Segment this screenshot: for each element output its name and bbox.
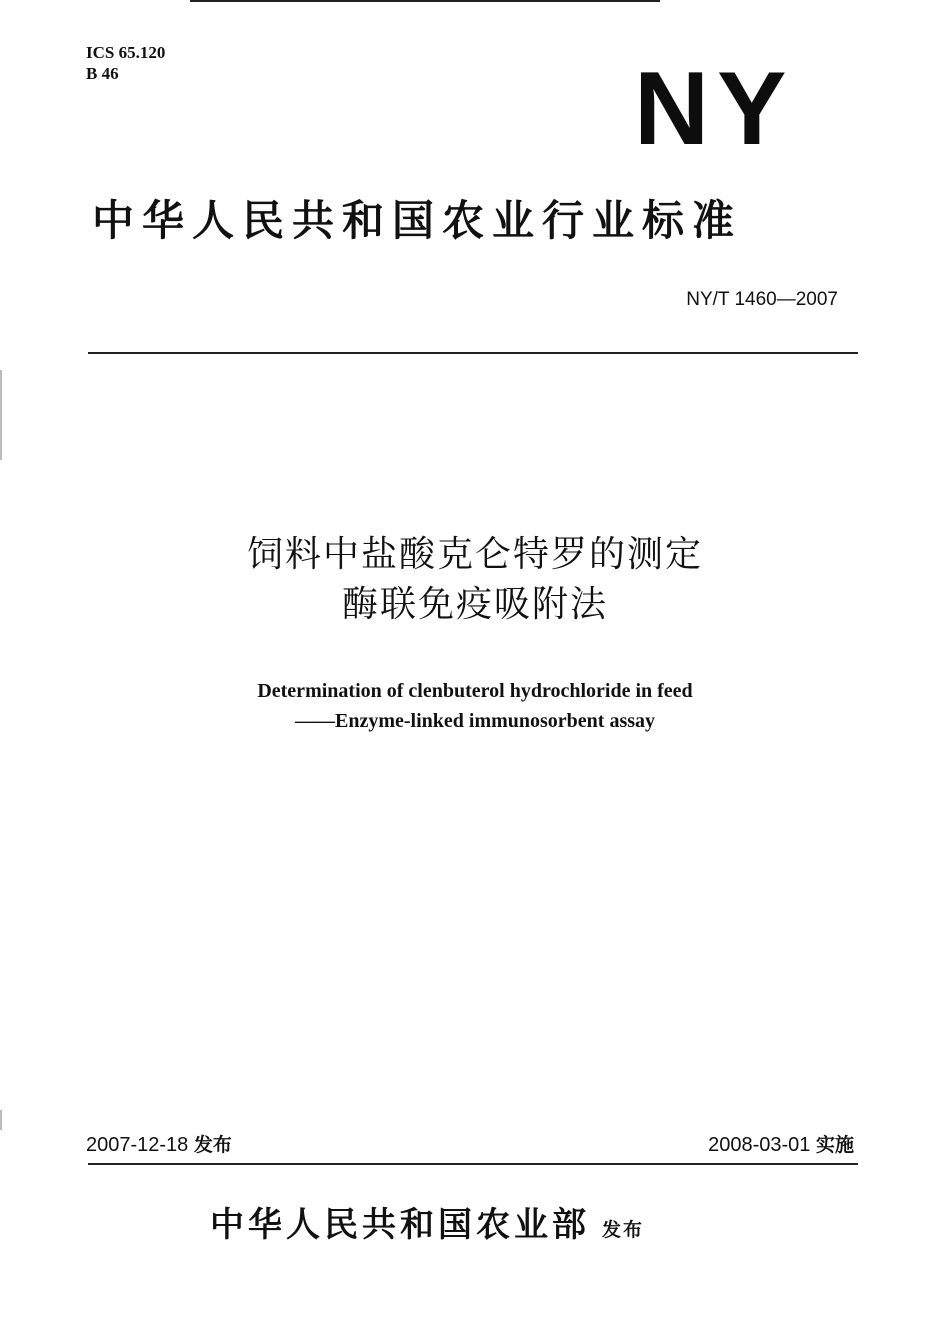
english-title-line-2: ——Enzyme-linked immunosorbent assay [294,710,656,732]
standard-number: NY/T 1460—2007 [686,289,838,310]
chinese-title-line-2: 酶联免疫吸附法 [341,584,608,625]
ics-code: ICS 65.120 [86,43,166,62]
classification-codes [86,42,165,84]
english-title [0,676,950,736]
issue-date-value: 2007-12-18 [86,1134,189,1156]
issue-date [86,1132,232,1159]
scan-edge-mark [0,1110,2,1130]
ccs-code: B 46 [86,64,119,83]
ny-logo: NY [634,51,795,167]
standard-category-title: 中华人民共和国农业行业标准 [92,196,743,245]
issuing-authority [210,1202,644,1253]
implementation-date-value: 2008-03-01 [708,1134,811,1156]
implementation-date [708,1132,854,1159]
implementation-date-suffix: 实施 [815,1135,854,1156]
chinese-title [0,530,950,630]
top-rule [190,0,660,2]
footer-divider [88,1163,858,1165]
issuer-suffix: 发布 [602,1219,645,1241]
issue-date-suffix: 发布 [193,1135,232,1156]
chinese-title-line-1: 饲料中盐酸克仑特罗的测定 [246,534,703,575]
scan-edge-mark [0,370,2,460]
header-divider [88,352,858,354]
english-title-line-1: Determination of clenbuterol hydrochloride in feed [257,680,693,702]
issuer-name: 中华人民共和国农业部 [210,1205,590,1245]
